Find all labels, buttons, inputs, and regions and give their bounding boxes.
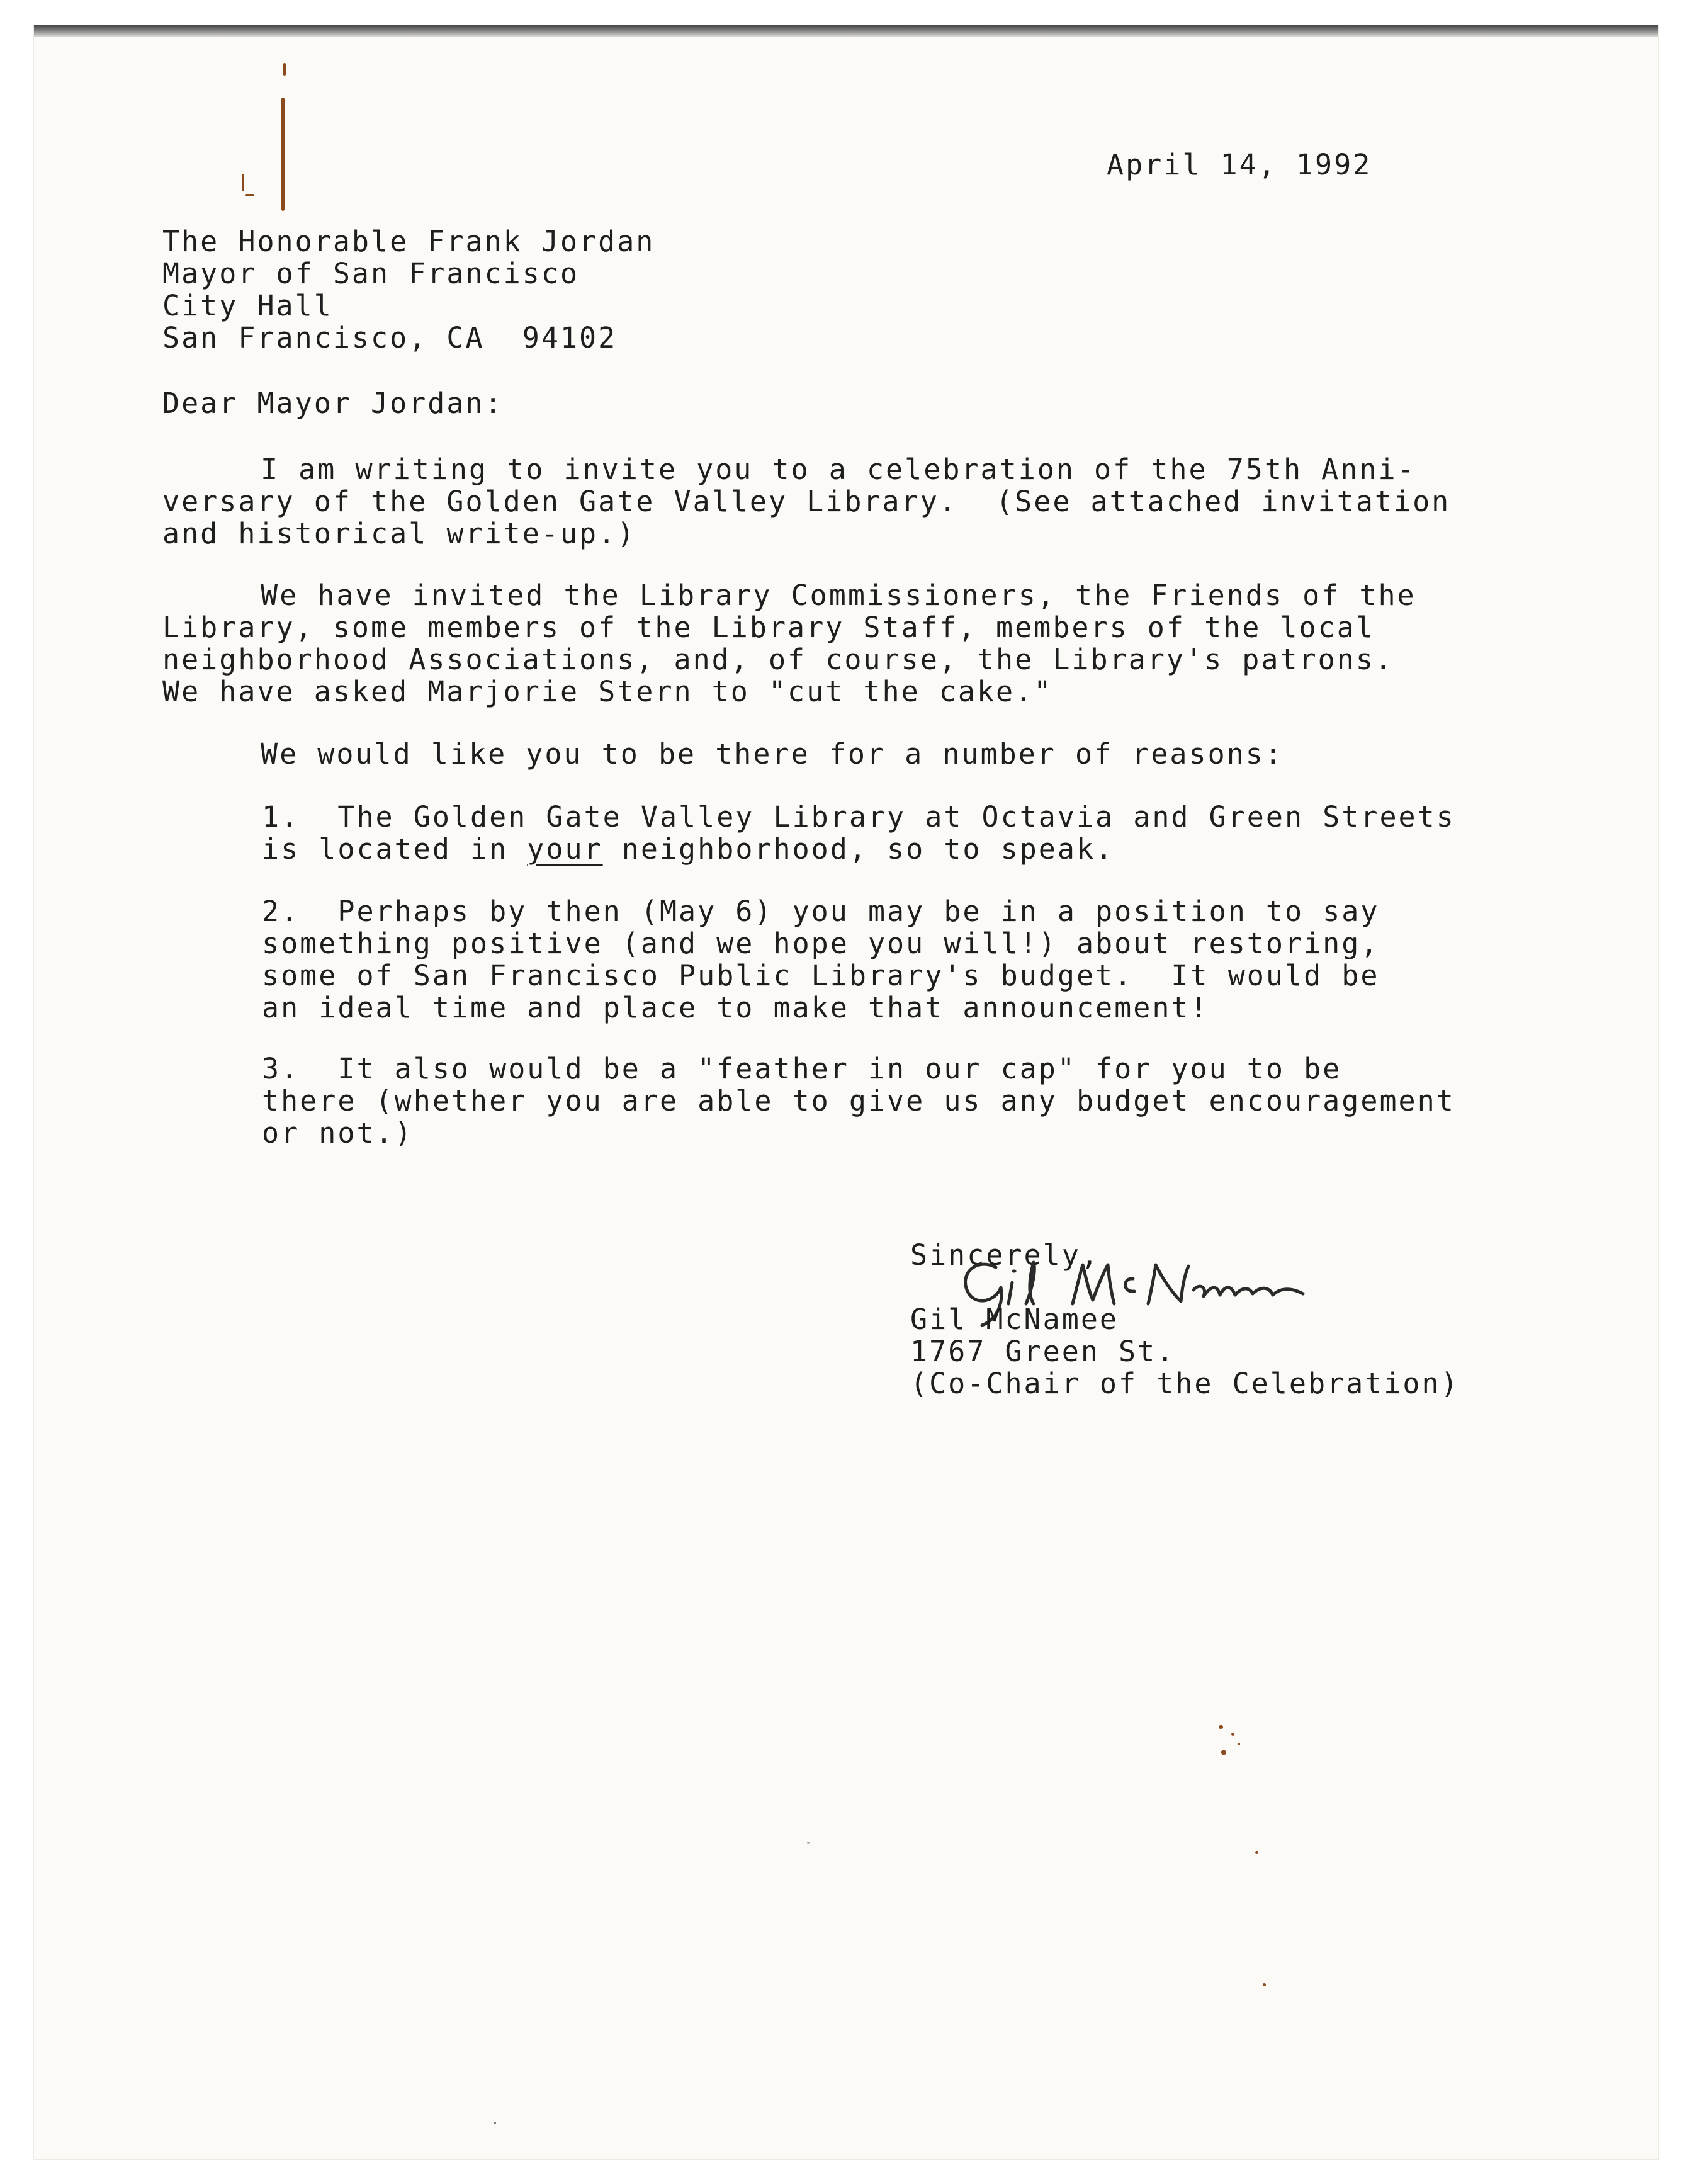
reason-text: neighborhood, so to speak. — [602, 832, 1115, 866]
underlined-word: your — [527, 832, 603, 866]
recipient-building: City Hall — [162, 289, 333, 322]
reason-item-1 — [262, 801, 1455, 865]
recipient-address — [162, 225, 655, 354]
paragraph-invitation — [162, 453, 1450, 550]
reason-item-3 — [262, 1053, 1455, 1149]
rust-mark — [283, 63, 286, 76]
rust-mark — [1255, 1851, 1258, 1854]
paragraph-line: We have invited the Library Commissioners, the Friends of the — [261, 579, 1416, 612]
reason-line: something positive (and we hope you will!) about restoring, — [262, 927, 1380, 960]
rust-mark — [1219, 1725, 1223, 1729]
rust-mark — [1231, 1733, 1234, 1736]
signer-address: 1767 Green St. — [910, 1335, 1176, 1368]
reason-line: some of San Francisco Public Library's budget. It would be — [262, 959, 1380, 992]
recipient-title: Mayor of San Francisco — [162, 257, 580, 290]
rust-mark — [281, 98, 285, 211]
rust-mark — [242, 174, 244, 191]
reason-text: is located in — [262, 832, 528, 866]
paragraph-line: and historical write-up.) — [162, 517, 636, 550]
paragraph-line: versary of the Golden Gate Valley Library. (See attached invitation — [162, 485, 1451, 518]
rust-mark — [1263, 1983, 1266, 1986]
signer-name: Gil McNamee — [910, 1303, 1119, 1336]
rust-mark — [1238, 1743, 1240, 1745]
paragraph-line: Library, some members of the Library Staff, members of the local — [162, 611, 1375, 644]
reason-line: 3. It also would be a "feather in our cap" for you to be — [262, 1052, 1342, 1085]
letter-date: April 14, 1992 — [1107, 148, 1372, 181]
reason-line: 1. The Golden Gate Valley Library at Octavia and Green Streets — [262, 800, 1455, 834]
salutation: Dear Mayor Jordan: — [162, 387, 504, 420]
recipient-city-line: San Francisco, CA 94102 — [162, 321, 618, 354]
reason-item-2 — [262, 895, 1379, 1024]
rust-mark — [1221, 1750, 1226, 1755]
closing: Sincerely, — [910, 1238, 1100, 1272]
paragraph-line: neighborhood Associations, and, of course, the Library's patrons. — [162, 643, 1394, 676]
paragraph-line: We have asked Marjorie Stern to "cut the cake." — [162, 675, 1053, 708]
reason-line: there (whether you are able to give us any budget encouragement — [262, 1084, 1455, 1117]
paragraph-invitees — [162, 579, 1416, 708]
signer-role: (Co-Chair of the Celebration) — [910, 1367, 1460, 1400]
paragraph-line: I am writing to invite you to a celebration of the 75th Anni- — [261, 453, 1416, 486]
scanned-top-edge — [34, 25, 1658, 37]
reason-line: an ideal time and place to make that announcement! — [262, 991, 1209, 1024]
rust-mark — [807, 1842, 810, 1844]
reason-line — [262, 833, 1455, 865]
reason-line: 2. Perhaps by then (May 6) you may be in a position to say — [262, 895, 1380, 928]
reason-line: or not.) — [262, 1116, 414, 1150]
paragraph-reasons-intro: We would like you to be there for a number of reasons: — [261, 737, 1284, 771]
rust-mark — [494, 2122, 496, 2124]
recipient-name: The Honorable Frank Jordan — [162, 225, 655, 258]
rust-mark — [245, 194, 254, 196]
letter-page — [34, 25, 1658, 2159]
